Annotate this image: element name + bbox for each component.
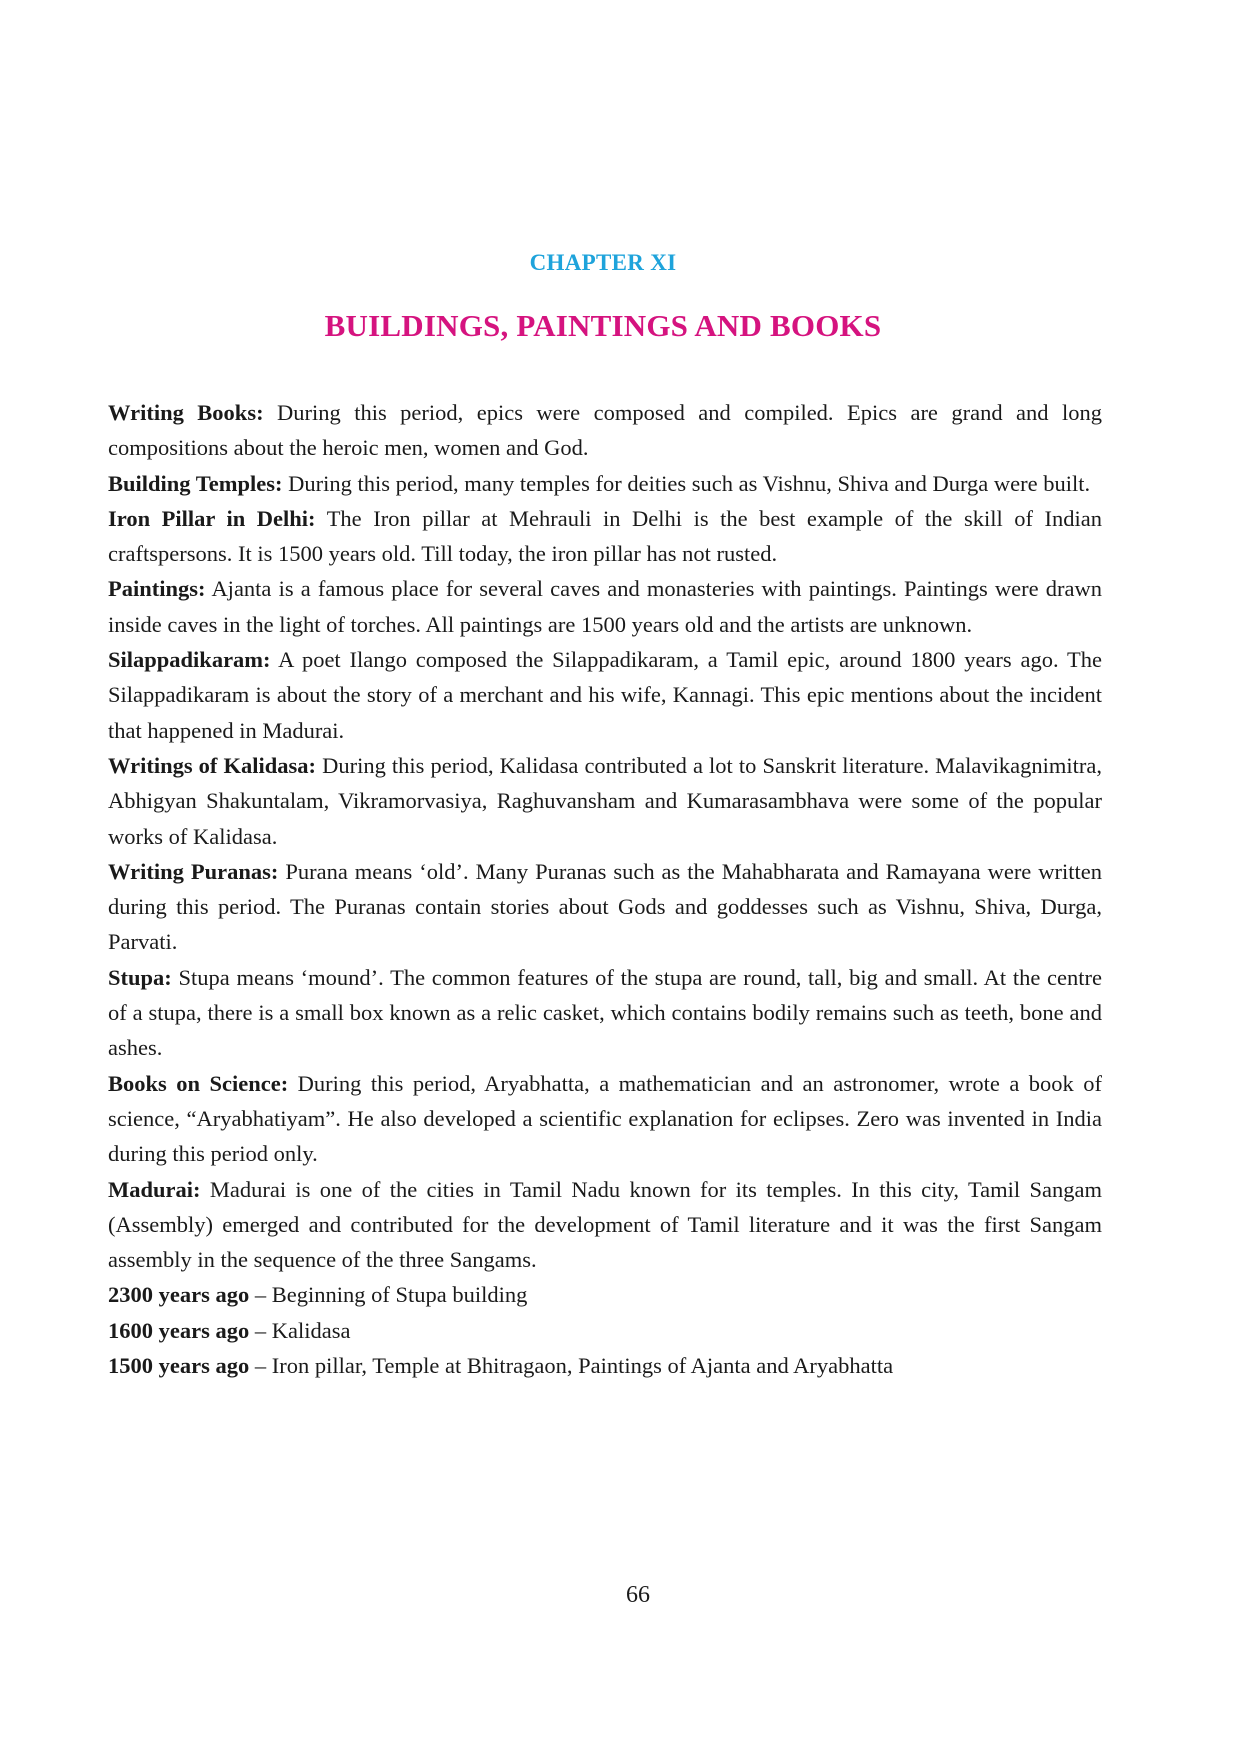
timeline-period: 1600 years ago <box>108 1317 250 1343</box>
section-iron-pillar <box>108 501 1102 572</box>
section-building-temples <box>108 466 1102 501</box>
section-text: During this period, epics were composed and compiled. Epics are grand and long compositions about the heroic men, women and God. <box>108 400 1102 461</box>
section-term: Writings of Kalidasa: <box>108 752 316 778</box>
timeline-row <box>108 1277 1102 1312</box>
section-madurai <box>108 1172 1102 1278</box>
timeline-event: – Kalidasa <box>254 1317 351 1343</box>
section-term: Madurai: <box>108 1176 201 1202</box>
section-text: During this period, many temples for deities such as Vishnu, Shiva and Durga were built. <box>288 470 1091 496</box>
section-text: During this period, Kalidasa contributed a lot to Sanskrit literature. Malavikagnimitra, Abhigyan Shakuntalam, Vikramorvasiya, Raghuvansham and Kumarasambhava were some of the popular works of Kalidasa. <box>108 752 1102 849</box>
section-text: The Iron pillar at Mehrauli in Delhi is the best example of the skill of Indian craftspersons. It is 1500 years old. Till today, the iron pillar has not rusted. <box>108 505 1103 567</box>
section-text: Stupa means ‘mound’. The common features of the stupa are round, tall, big and small. At the centre of a stupa, there is a small box known as a relic casket, which contains bodily remains such as teeth, bone and ashes. <box>108 964 1103 1061</box>
page-number: 66 <box>626 1582 650 1608</box>
section-paintings <box>108 571 1102 642</box>
section-term: Paintings: <box>108 576 206 602</box>
chapter-label: CHAPTER XI <box>529 250 677 275</box>
section-text: A poet Ilango composed the Silappadikaram, a Tamil epic, around 1800 years ago. The Silappadikaram is about the story of a merchant and his wife, Kannagi. This epic mentions about the incident that happened in Madurai. <box>108 647 1102 743</box>
timeline-event: – Iron pillar, Temple at Bhitragaon, Paintings of Ajanta and Aryabhatta <box>254 1353 894 1379</box>
section-text: Ajanta is a famous place for several caves and monasteries with paintings. Paintings were drawn inside caves in the light of torches. All paintings are 1500 years old and the artists are unknown. <box>108 576 1102 637</box>
section-text: Purana means ‘old’. Many Puranas such as the Mahabharata and Ramayana were written during this period. The Puranas contain stories about Gods and goddesses such as Vishnu, Shiva, Durga, Parvati. <box>108 858 1103 955</box>
chapter-title: BUILDINGS, PAINTINGS AND BOOKS <box>324 308 882 343</box>
chapter-body <box>108 395 1102 1383</box>
section-text: Madurai is one of the cities in Tamil Nadu known for its temples. In this city, Tamil Sangam (Assembly) emerged and contributed for the development of Tamil literature and it was the first Sangam assembly in the sequence of the three Sangams. <box>108 1176 1102 1273</box>
section-books-on-science <box>108 1066 1102 1172</box>
section-stupa <box>108 960 1102 1066</box>
section-writing-books <box>108 395 1102 466</box>
timeline-row <box>108 1313 1102 1348</box>
section-silappadikaram <box>108 642 1102 748</box>
section-term: Building Temples: <box>108 470 283 496</box>
section-term: Writing Puranas: <box>108 858 279 884</box>
section-term: Iron Pillar in Delhi: <box>108 505 316 531</box>
timeline-event: – Beginning of Stupa building <box>254 1282 528 1308</box>
section-puranas <box>108 854 1102 960</box>
section-term: Books on Science: <box>108 1070 289 1096</box>
section-kalidasa <box>108 748 1102 854</box>
timeline-period: 1500 years ago <box>108 1353 250 1379</box>
section-term: Writing Books: <box>108 400 264 425</box>
timeline-row <box>108 1348 1102 1383</box>
timeline-period: 2300 years ago <box>108 1282 250 1308</box>
section-text: During this period, Aryabhatta, a mathematician and an astronomer, wrote a book of science, “Aryabhatiyam”. He also developed a scientific explanation for eclipses. Zero was invented in India during this period only. <box>108 1070 1103 1167</box>
section-term: Silappadikaram: <box>108 647 271 673</box>
section-term: Stupa: <box>108 964 172 990</box>
